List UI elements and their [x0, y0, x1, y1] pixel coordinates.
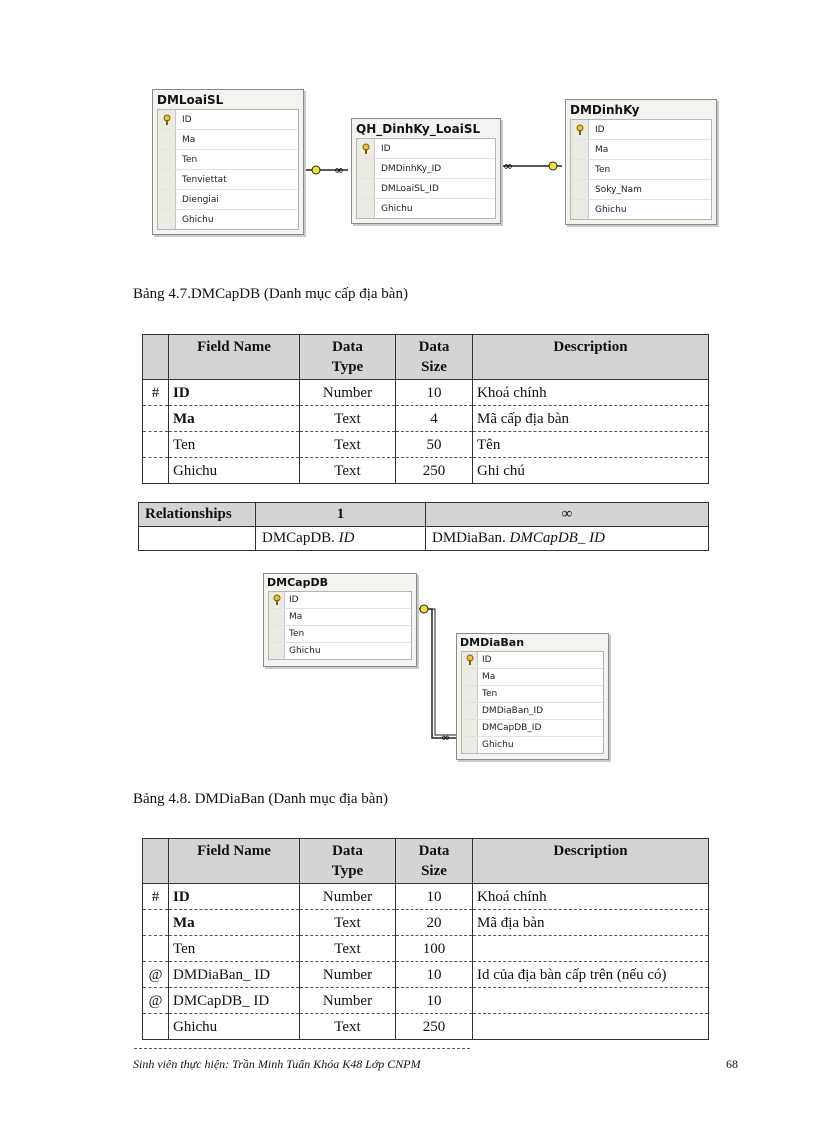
er-field: Ghichu: [269, 643, 411, 659]
er-field: Ma: [571, 140, 711, 160]
table47-caption: Bảng 4.7.DMCapDB (Danh mục cấp địa bàn): [133, 286, 408, 302]
er-field: ID: [571, 120, 711, 140]
er-field: DMLoaiSL_ID: [357, 179, 495, 199]
table-row: # ID Number 10 Khoá chính: [143, 380, 709, 406]
er-table-title: DMLoaiSL: [157, 93, 224, 107]
er-field: Ten: [269, 626, 411, 643]
table-row: Ten Text 100: [143, 936, 709, 962]
er-table-qh-dinhky-loaisl: [351, 118, 501, 224]
er-field: ID: [357, 139, 495, 159]
table-row: Ghichu Text 250 Ghi chú: [143, 458, 709, 484]
er-table-title: QH_DinhKy_LoaiSL: [356, 122, 481, 136]
key-icon: [272, 594, 282, 606]
er-field: Ghichu: [462, 737, 603, 753]
svg-text:∞: ∞: [503, 159, 513, 173]
relationship-many: ∞: [426, 503, 709, 527]
er-field: Ghichu: [357, 199, 495, 218]
er-field: Ma: [462, 669, 603, 686]
er-field: ID: [158, 110, 298, 130]
er-field: DMDinhKy_ID: [357, 159, 495, 179]
relationship-one: 1: [256, 503, 426, 527]
key-icon: [361, 143, 371, 155]
er-table-dmdinhky: [565, 99, 717, 225]
table47: [142, 334, 709, 484]
table48-caption: Bảng 4.8. DMDiaBan (Danh mục địa bàn): [133, 791, 388, 807]
relationship-one-ref: DMCapDB. ID: [256, 527, 426, 551]
table-row: Ma Text 20 Mã địa bàn: [143, 910, 709, 936]
header-mark: [143, 839, 169, 884]
er-field: Soky_Nam: [571, 180, 711, 200]
er-field: Ten: [158, 150, 298, 170]
page-number: 68: [726, 1057, 738, 1071]
relationships-label: Relationships: [139, 503, 256, 527]
er-field: ID: [462, 652, 603, 669]
table-row: Ten Text 50 Tên: [143, 432, 709, 458]
key-icon: [162, 114, 172, 126]
er-field: DMCapDB_ID: [462, 720, 603, 737]
key-icon: [575, 124, 585, 136]
er-field: Ma: [158, 130, 298, 150]
table-row: @ DMDiaBan_ ID Number 10 Id của địa bàn cấp trên (nếu có): [143, 962, 709, 988]
er-field: Tenviettat: [158, 170, 298, 190]
relationship-many-ref: DMDiaBan. DMCapDB_ ID: [426, 527, 709, 551]
table-row: @ DMCapDB_ ID Number 10: [143, 988, 709, 1014]
er-table-title: DMDinhKy: [570, 103, 640, 117]
key-icon: [465, 654, 475, 666]
table48: [142, 838, 709, 1040]
er-table-dmcapdb: [263, 573, 417, 667]
header-data-type: Data Type: [300, 839, 396, 884]
svg-text:∞: ∞: [334, 163, 344, 177]
er-table-title: DMDiaBan: [460, 636, 525, 649]
header-field-name: Field Name: [169, 839, 300, 884]
er-field: Diengiai: [158, 190, 298, 210]
table-row: Ma Text 4 Mã cấp địa bàn: [143, 406, 709, 432]
er-table-dmdiaban: [456, 633, 609, 760]
header-mark: [143, 335, 169, 380]
er-field: Ghichu: [571, 200, 711, 219]
er-table-title: DMCapDB: [267, 576, 328, 589]
relationships-table: [138, 502, 709, 551]
header-description: Description: [473, 839, 709, 884]
er-field: Ghichu: [158, 210, 298, 229]
header-field-name: Field Name: [169, 335, 300, 380]
er-field: Ma: [269, 609, 411, 626]
header-data-type: Data Type: [300, 335, 396, 380]
header-data-size: Data Size: [396, 335, 473, 380]
header-description: Description: [473, 335, 709, 380]
table-row: Ghichu Text 250: [143, 1014, 709, 1040]
er-table-dmloaisl: [152, 89, 304, 235]
er-field: Ten: [462, 686, 603, 703]
table-row: # ID Number 10 Khoá chính: [143, 884, 709, 910]
header-data-size: Data Size: [396, 839, 473, 884]
er-field: Ten: [571, 160, 711, 180]
er-field: ID: [269, 592, 411, 609]
er-field: DMDiaBan_ID: [462, 703, 603, 720]
footer-divider: [134, 1048, 470, 1049]
footer-text: Sinh viên thực hiện: Trần Minh Tuấn Khóa K48 Lớp CNPM: [133, 1057, 421, 1071]
svg-text:∞: ∞: [441, 731, 451, 744]
